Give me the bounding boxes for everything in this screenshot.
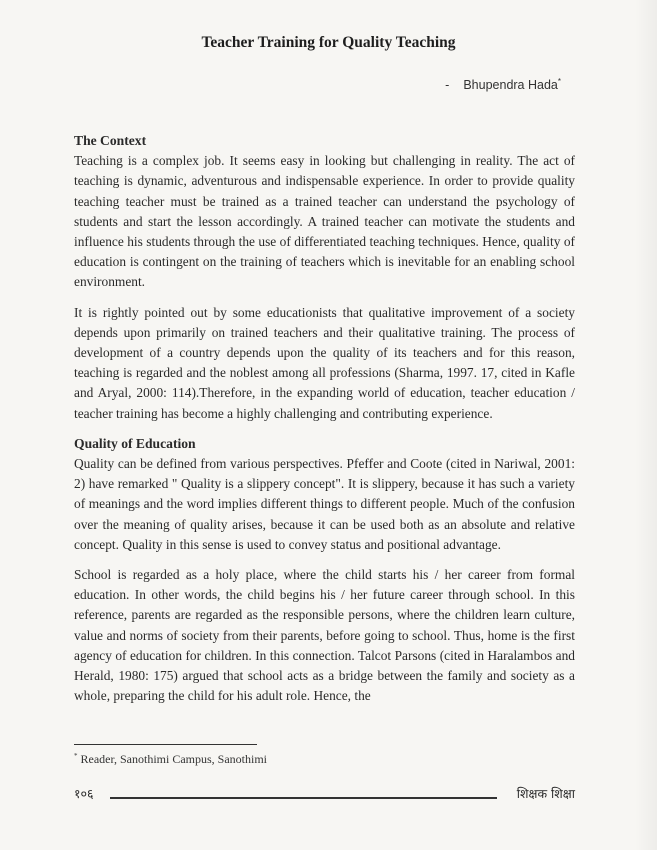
paragraph: Teaching is a complex job. It seems easy in looking but challenging in reality. The act of teaching is dynamic, adventurous and indispensable experience. In order to provide quality teaching teacher must be trained as a trained teacher can understand the psychology of students and start the lesson accordingly. A trained teacher can motivate the students and influence his students through the use of differentiated teaching techniques. Hence, quality of education is contingent on the training of teachers which is inevitable for an enabling school environment. xyxy=(74,153,575,290)
page-footer xyxy=(74,785,575,805)
paragraph: It is rightly pointed out by some educationists that qualitative improvement of a society depends upon primarily on trained teachers and their qualitative training. The process of development of a country depends upon the quality of its teachers and for this reason, teaching is regarded and the noblest among all professions (Sharma, 1997. 17, cited in Kafle and Aryal, 2000: 114).Therefore, in the expanding world of education, teacher education / teacher training has become a highly challenging and contributing experience. xyxy=(74,304,575,421)
author-dash: - xyxy=(445,78,450,93)
footnote-text: Reader, Sanothimi Campus, Sanothimi xyxy=(80,752,268,766)
author-line xyxy=(445,77,561,92)
paragraph: School is regarded as a holy place, where the child starts his / her career from formal education. In other words, the child begins his / her future career through school. In this reference, parents are regarded as the responsible persons, where the children learn culture, value and norms of society from their parents, before going to school. Thus, home is the first agency of education for children. In this connection. Talcot Parsons (cited in Haralambos and Herald, 1980: 175) argued that school acts as a bridge between the family and society as a whole, preparing the child for his adult role. Hence, the xyxy=(74,567,575,704)
footnote-mark: * xyxy=(74,752,78,760)
section-heading-context: The Context xyxy=(74,133,147,148)
footnote xyxy=(74,752,267,767)
page-number: १०६ xyxy=(74,786,94,801)
footnote-divider xyxy=(74,744,257,745)
section-heading-quality: Quality of Education xyxy=(74,435,196,451)
author-name: Bhupendra Hada xyxy=(463,78,558,93)
author-footnote-mark: * xyxy=(557,77,561,86)
article-title: Teacher Training for Quality Teaching xyxy=(201,34,456,51)
journal-name: शिक्षक शिक्षा xyxy=(516,786,575,801)
paragraph: Quality can be defined from various perspectives. Pfeffer and Coote (cited in Nariwal, 2001: 2) have remarked " Quality is a slippery concept". It is slippery, because it has such a variety of meanings and the word implies different things to different people. Much of the confusion over the meaning of quality arises, because it can be used both as an absolute and relative concept. Quality in this sense is used to convey status and positional advantage. xyxy=(74,456,575,552)
page-edge-shadow xyxy=(635,0,657,850)
article-body xyxy=(74,131,575,716)
footer-rule xyxy=(110,797,497,799)
